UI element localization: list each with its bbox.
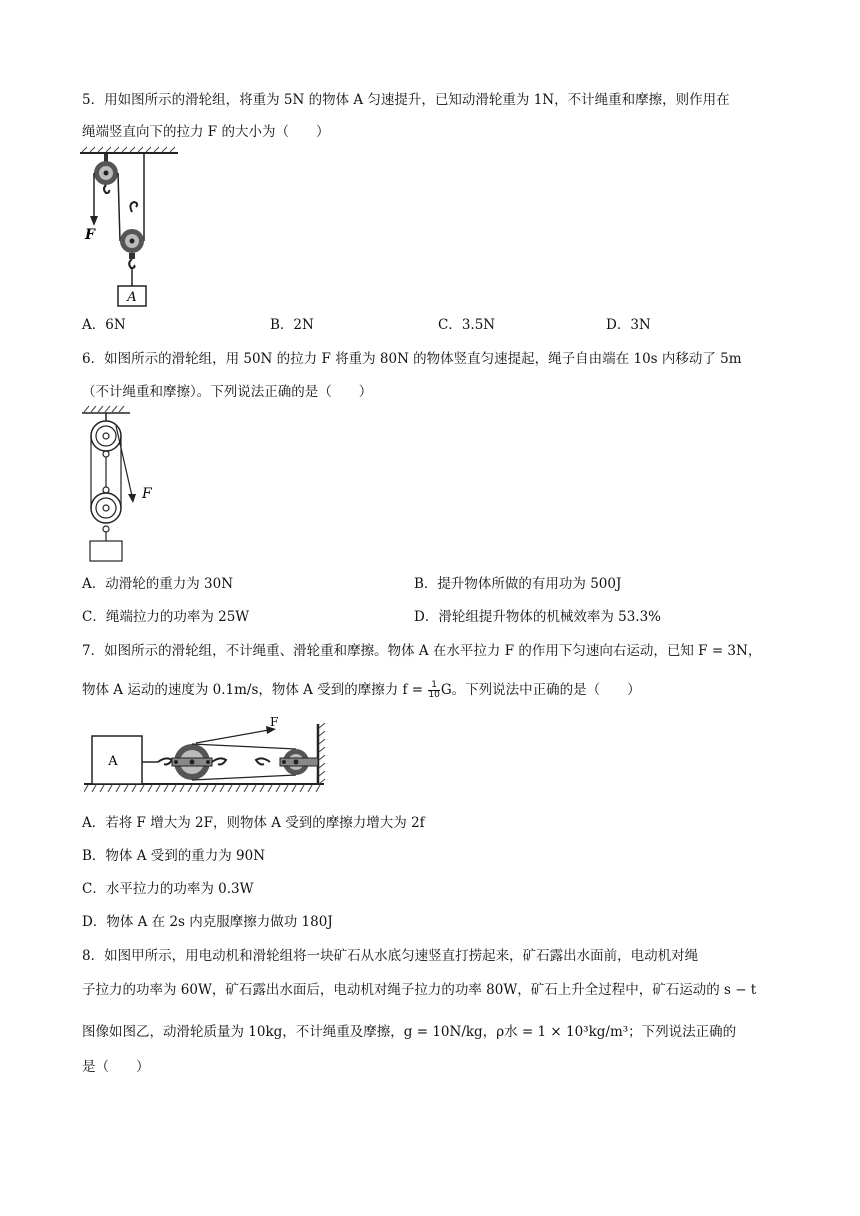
- q6-option-b[interactable]: B．提升物体所做的有用功为 500J: [414, 576, 622, 592]
- q6-option-a[interactable]: A．动滑轮的重力为 30N: [82, 576, 234, 592]
- q6-pulley-figure: [82, 404, 166, 566]
- q7-fraction-numerator: 1: [428, 681, 439, 691]
- q5-pulley-figure: [78, 146, 188, 310]
- q6-stem-line2: （不计绳重和摩擦）。下列说法正确的是（ ）: [82, 384, 373, 400]
- q6-option-d[interactable]: D．滑轮组提升物体的机械效率为 53.3%: [414, 609, 662, 625]
- q5-option-b[interactable]: B．2N: [270, 317, 314, 333]
- q7-option-a[interactable]: A．若将 F 增大为 2F，则物体 A 受到的摩擦力增大为 2f: [82, 815, 425, 831]
- q7-fraction-denominator: 10: [428, 690, 440, 700]
- q7-friction-fraction: [428, 681, 439, 700]
- q7-figure-label-f: F: [270, 716, 279, 729]
- q6-figure-label-f: F: [142, 486, 152, 502]
- q5-stem-line1: 5．用如图所示的滑轮组，将重为 5N 的物体 A 匀速提升，已知动滑轮重为 1N，不计绳重和摩擦，则作用在: [82, 92, 730, 108]
- q8-stem-line1: 8．如图甲所示，用电动机和滑轮组将一块矿石从水底匀速竖直打捞起来，矿石露出水面前，电动机对绳: [82, 948, 699, 964]
- q8-stem-line3: 图像如图乙，动滑轮质量为 10kg，不计绳重及摩擦，g = 10N/kg，ρ水 = 1 × 10³kg/m³；下列说法正确的: [82, 1024, 737, 1040]
- q5-option-c[interactable]: C．3.5N: [438, 317, 496, 333]
- q8-stem-line4: 是（ ）: [82, 1059, 150, 1075]
- q5-stem-line2: 绳端竖直向下的拉力 F 的大小为（ ）: [82, 124, 330, 140]
- q5-figure-label-f: F: [85, 227, 95, 243]
- q7-pulley-figure: [84, 716, 330, 798]
- q7-stem-line2-start: 物体 A 运动的速度为 0.1m/s，物体 A 受到的摩擦力 f =: [82, 682, 428, 698]
- q6-stem-line1: 6．如图所示的滑轮组，用 50N 的拉力 F 将重为 80N 的物体竖直匀速提起，绳子自由端在 10s 内移动了 5m: [82, 351, 742, 367]
- q5-figure-label-a: A: [127, 290, 137, 305]
- q5-option-a[interactable]: A．6N: [82, 317, 126, 333]
- q8-stem-line2: 子拉力的功率为 60W，矿石露出水面后，电动机对绳子拉力的功率 80W，矿石上升全过程中，矿石运动的 s − t: [82, 982, 757, 998]
- q7-option-b[interactable]: B．物体 A 受到的重力为 90N: [82, 848, 266, 864]
- q7-stem-line2: [82, 680, 641, 700]
- q6-option-c[interactable]: C．绳端拉力的功率为 25W: [82, 609, 250, 625]
- q7-option-d[interactable]: D．物体 A 在 2s 内克服摩擦力做功 180J: [82, 914, 333, 930]
- q7-stem-line2-end: G。下列说法中正确的是（ ）: [440, 682, 641, 698]
- q5-option-d[interactable]: D．3N: [606, 317, 651, 333]
- q7-stem-line1: 7．如图所示的滑轮组，不计绳重、滑轮重和摩擦。物体 A 在水平拉力 F 的作用下匀速向右运动，已知 F = 3N，: [82, 643, 762, 659]
- q7-option-c[interactable]: C．水平拉力的功率为 0.3W: [82, 881, 254, 897]
- q7-figure-label-a: A: [108, 754, 118, 769]
